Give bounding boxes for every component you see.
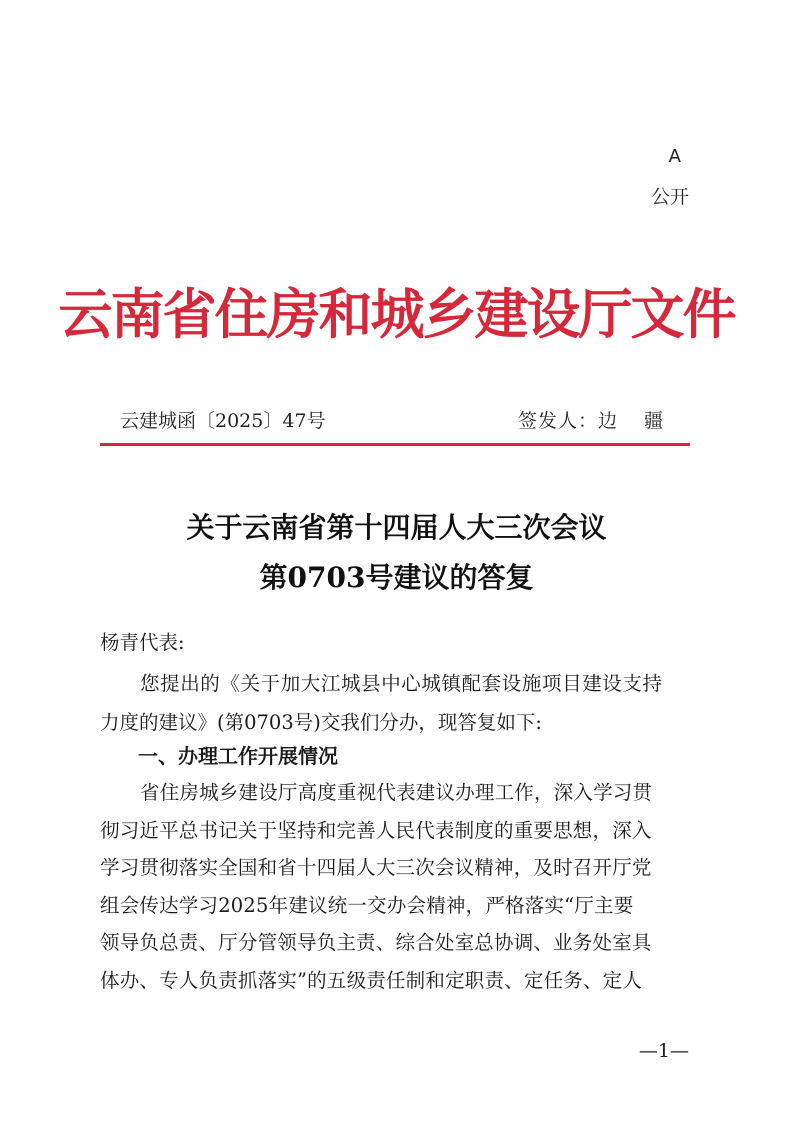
section-heading-1: 一、办理工作开展情况 [138, 744, 338, 768]
signer-name-part-2: 疆 [644, 410, 665, 432]
section-1-line: 组会传达学习2025年建议统一交办会精神，严格落实“厅主要 [100, 894, 634, 917]
section-1-line: 彻习近平总书记关于坚持和完善人民代表制度的重要思想，深入 [100, 819, 652, 842]
signer [518, 406, 664, 433]
document-title-line-2: 第0703号建议的答复 [259, 561, 534, 594]
section-1-line: 体办、专人负责抓落实”的五级责任制和定职责、定任务、定人 [100, 969, 643, 992]
intro-paragraph-line-2: 力度的建议》(第0703号)交我们分办，现答复如下: [100, 711, 542, 734]
section-1-line: 省住房城乡建设厅高度重视代表建议办理工作，深入学习贯 [140, 781, 653, 804]
section-1-line: 领导负总责、厅分管领导负主责、综合处室总协调、业务处室具 [100, 931, 652, 954]
signer-name-part-1: 边 [598, 410, 619, 432]
salutation: 杨青代表: [100, 631, 185, 654]
intro-paragraph-line-1: 您提出的《关于加大江城县中心城镇配套设施项目建设支持 [140, 672, 663, 695]
signer-label: 签发人： [518, 410, 599, 432]
disclosure-status: 公开 [650, 186, 689, 208]
red-divider-line [100, 443, 690, 446]
page-number: —1— [638, 1040, 689, 1062]
document-grade: A [668, 146, 681, 167]
document-title-line-1: 关于云南省第十四届人大三次会议 [186, 511, 607, 544]
section-1-line: 学习贯彻落实全国和省十四届人大三次会议精神，及时召开厅党 [100, 856, 652, 879]
issuer-masthead: 云南省住房和城乡建设厅文件 [58, 282, 735, 346]
document-number: 云建城函〔2025〕47号 [120, 410, 326, 432]
